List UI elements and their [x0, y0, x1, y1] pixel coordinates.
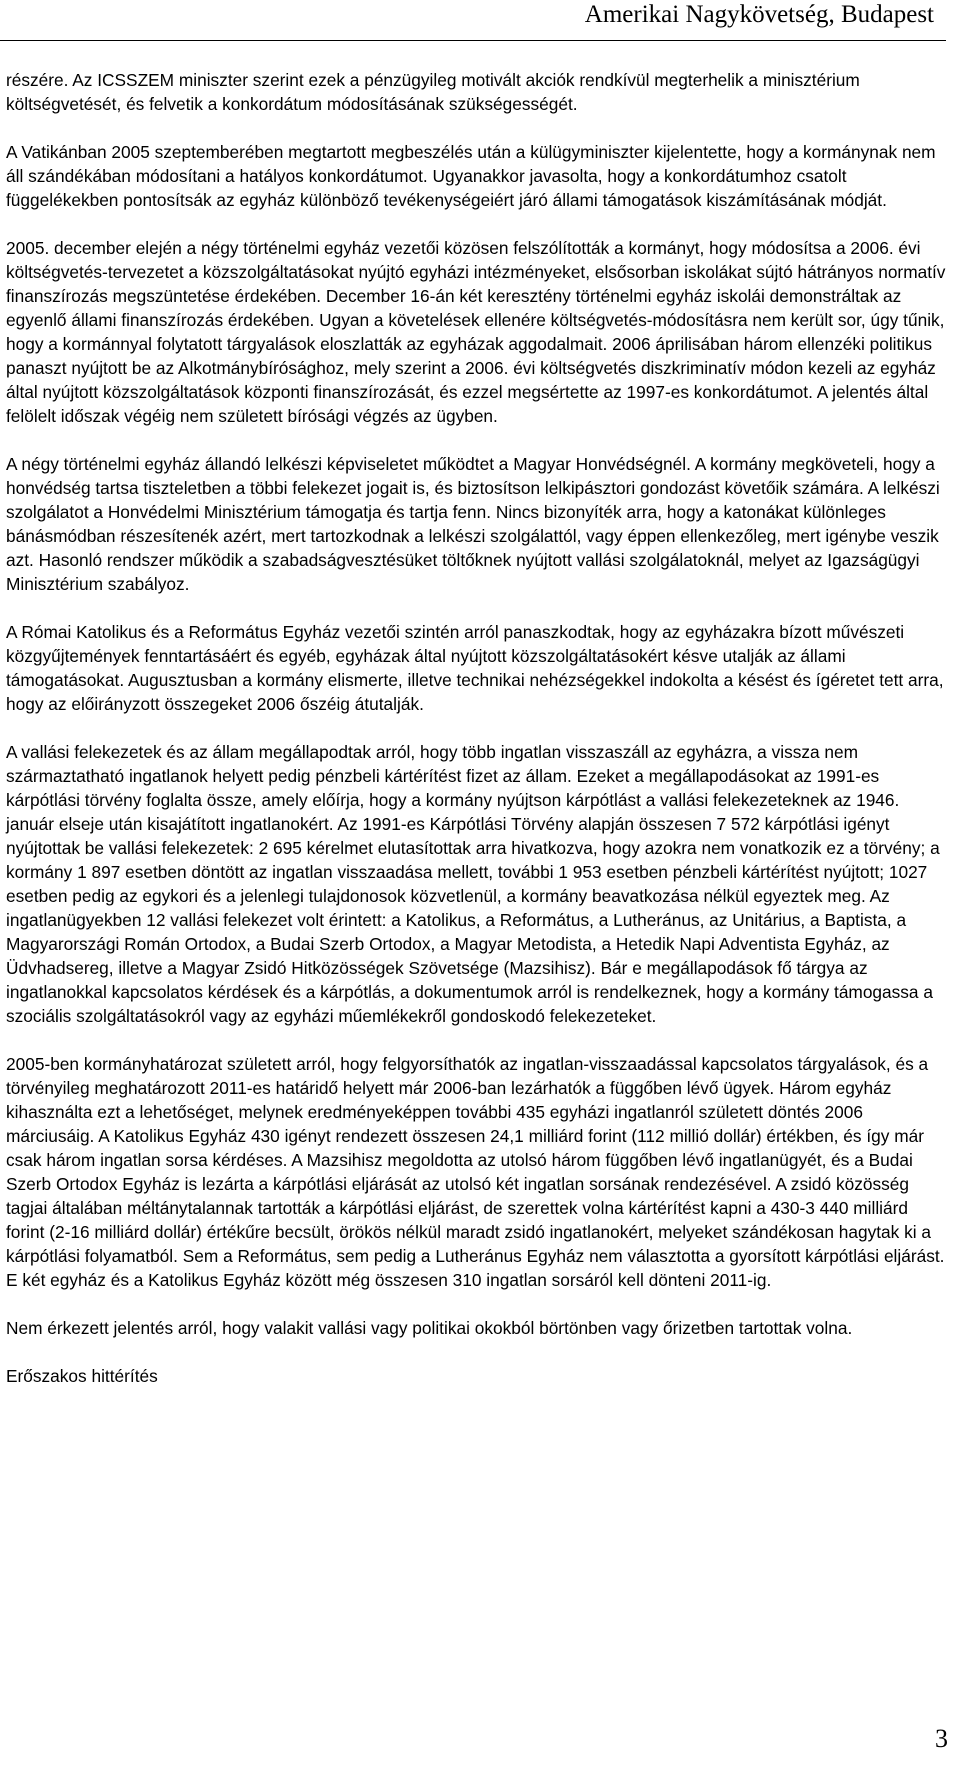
paragraph-no-prisoners: Nem érkezett jelentés arról, hogy valakit vallási vagy politikai okokból börtönben vagy őrizetben tartottak volna.	[6, 1318, 853, 1338]
paragraph-accelerated-negotiations: 2005-ben kormányhatározat született arról, hogy felgyorsíthatók az ingatlan-visszaadással kapcsolatos tárgyalások, és a törvényileg meghatározott 2011-es határidő helyett már 2006-ban lezárhatók a függőben lévő ügyek. Három egyház kihasználta ezt a lehetőséget, melynek eredményeképpen további 435 egyházi ingatlanról született döntés 2006 márciusáig. A Katolikus Egyház 430 igényt rendezett összesen 24,1 milliárd forint (112 millió dollár) értékben, és így már csak három ingatlan sorsa kérdéses. A Mazsihisz megoldotta az utolsó három függőben lévő ingatlanügyét, és a Budai Szerb Ortodox Egyház is lezárta a kárpótlási eljárását az utolsó két ingatlan sorsának rendezésével. A zsidó közösség tagjai általában méltánytalannak tartották a kárpótlási eljárást, de szerettek volna kártérítést kapni a 430-3 440 milliárd forint (2-16 milliárd dollár) értékűre becsült, örökös nélkül maradt zsidó ingatlanokért, melyeket szándékosan hagytak ki a kárpótlási folyamatból. Sem a Református, sem pedig a Lutheránus Egyház nem választotta a gyorsított kárpótlási eljárást. E két egyház és a Katolikus Egyház között még összesen 310 ingatlan sorsáról kell dönteni 2011-ig.	[6, 1054, 945, 1290]
page-header	[0, 0, 946, 44]
paragraph-state-subsidies: A Római Katolikus és a Református Egyház vezetői szintén arról panaszkodtak, hogy az egyházakra bízott művészeti közgyűjtemények fenntartásáért és egyéb, egyházak által nyújtott közszolgáltatásokért késve utalják az állami támogatásokat. Augusztusban a kormány elismerte, illetve technikai nehézségekkel indokolta a késést és ígéretet tett arra, hogy az előirányzott összegeket 2006 őszéig átutalják.	[6, 622, 944, 714]
paragraph-budget-concordat: részére. Az ICSSZEM miniszter szerint ezek a pénzügyileg motivált akciók rendkívül megterhelik a minisztérium költségvetését, és felvetik a konkordátum módosításának szükségességét.	[6, 70, 860, 114]
page-number: 3	[935, 1724, 948, 1753]
header-title: Amerikai Nagykövetség, Budapest	[584, 1, 934, 28]
body-text	[6, 68, 950, 1412]
section-heading-forced-conversion: Erőszakos hittérítés	[6, 1366, 158, 1386]
header-rule	[0, 40, 946, 41]
paragraph-property-restitution: A vallási felekezetek és az állam megállapodtak arról, hogy több ingatlan visszaszáll az egyházra, a vissza nem származtatható ingatlanok helyett pedig pénzbeli kártérítést fizet az állam. Ezeket a megállapodásokat az 1991-es kárpótlási törvény foglalta össze, amely előírja, hogy a kormány nyújtson kárpótlást a vallási felekezeteknek az 1946. január elseje után kisajátított ingatlanokért. Az 1991-es Kárpótlási Törvény alapján összesen 7 572 kárpótlási igényt nyújtottak be vallási felekezetek: 2 695 kérelmet elutasítottak arra hivatkozva, hogy azokra nem vonatkozik ez a törvény; a kormány 1 897 esetben döntött az ingatlan visszaadása mellett, további 1 953 esetben pénzbeli kártérítést nyújtott; 1027 esetben pedig az egykori és a jelenlegi tulajdonosok közvetlenül, a kormány beavatkozása nélkül egyeztek meg. Az ingatlanügyekben 12 vallási felekezet volt érintett: a Katolikus, a Református, a Lutheránus, az Unitárius, a Baptista, a Magyarországi Román Ortodox, a Budai Szerb Ortodox, a Magyar Metodista, a Hetedik Napi Adventista Egyház, az Üdvhadsereg, illetve a Magyar Zsidó Hitközösségek Szövetsége (Mazsihisz). Bár e megállapodások fő tárgya az ingatlanokkal kapcsolatos kérdések és a kárpótlás, a dokumentumok arról is rendelkeznek, hogy a kormány támogassa a szociális szolgáltatásokról vagy az egyházi műemlékekről gondoskodó felekezeteket.	[6, 742, 940, 1026]
paragraph-military-chaplaincy: A négy történelmi egyház állandó lelkészi képviseletet működtet a Magyar Honvédségnél. A kormány megköveteli, hogy a honvédség tartsa tiszteletben a többi felekezet jogait is, és biztosítson lelkipásztori gondozást követőik számára. A lelkészi szolgálatot a Honvédelmi Minisztérium támogatja és tartja fenn. Nincs bizonyíték arra, hogy a katonákat különleges bánásmódban részesítenék azért, mert tartozkodnak a lelkészi szolgálattól, vagy éppen ellenkezőleg, mert igénybe veszik azt. Hasonló rendszer működik a szabadságvesztésüket töltőknek nyújtott vallási szolgálatoknál, melyet az Igazságügyi Minisztérium szabályoz.	[6, 454, 940, 594]
paragraph-church-leaders-2005: 2005. december elején a négy történelmi egyház vezetői közösen felszólították a kormányt, hogy módosítsa a 2006. évi költségvetés-tervezetet a közszolgáltatásokat nyújtó egyházi intézményeket, elsősorban iskolákat sújtó hátrányos normatív finanszírozás megszüntetése érdekében. December 16-án két keresztény történelmi egyház iskolái demonstráltak az egyenlő állami finanszírozás érdekében. Ugyan a követelések ellenére költségvetés-módosításra nem került sor, úgy tűnik, hogy a kormánnyal folytatott tárgyalások eloszlatták az egyházak aggodalmait. 2006 áprilisában három ellenzéki politikus panaszt nyújtott be az Alkotmánybírósághoz, mely szerint a 2006. évi költségvetés diszkriminatív módon kezeli az egyház által nyújtott közszolgáltatások központi finanszírozását, és ezzel megsértette az 1997-es konkordátumot. A jelentés által felölelt időszak végéig nem született bírósági végzés az ügyben.	[6, 238, 946, 426]
paragraph-vatican-meeting: A Vatikánban 2005 szeptemberében megtartott megbeszélés után a külügyminiszter kijelentette, hogy a kormánynak nem áll szándékában módosítani a hatályos konkordátumot. Ugyanakkor javasolta, hogy a konkordátumhoz csatolt függelékekben pontosítsák az egyház különböző tevékenységeiért járó állami támogatások kiszámításának módját.	[6, 142, 936, 210]
